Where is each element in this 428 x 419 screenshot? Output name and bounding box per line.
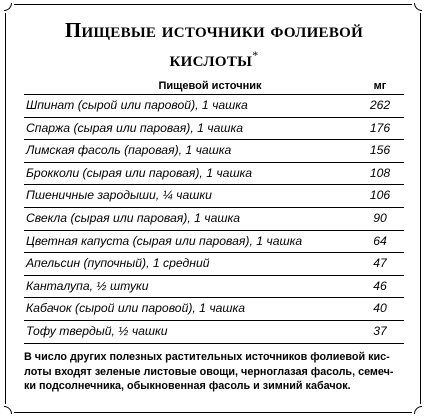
frame-corner-ornament [412,404,422,414]
folate-amount: 47 [373,256,387,271]
folate-amount: 37 [373,323,387,338]
folate-amount: 46 [373,278,387,293]
folate-amount: 262 [369,98,391,112]
folate-amount: 108 [369,165,391,180]
food-source-name: Спаржа (сырая или паровая), 1 чашка [26,120,244,135]
food-source-name: Шпинат (сырой или паровой), 1 чашка [26,98,248,112]
table-row [24,95,404,118]
header-source: Пищевой источник [158,80,262,92]
table-row [24,208,404,231]
table-row [24,253,404,276]
table-row [24,321,404,344]
page-title [0,18,428,72]
food-source-name: Апельсин (пупочный), 1 средний [26,256,210,271]
table-row [24,276,404,299]
table-row [24,163,404,186]
table-row [24,298,404,321]
folate-amount: 176 [369,120,391,135]
food-source-name: Лимская фасоль (паровая), 1 чашка [26,143,232,158]
title-footnote-marker: * [252,48,259,62]
title-line-2 [0,43,428,72]
footnote [24,350,408,394]
food-source-name: Цветная капуста (сырая или паровая), 1 чашка [26,233,303,248]
footnote-line: В число других полезных растительных источников фолиевой кис- [24,351,390,363]
folate-amount: 64 [373,233,387,248]
table-row [24,185,404,208]
food-source-name: Кабачок (сырой или паровой), 1 чашка [26,301,246,316]
folate-amount: 106 [369,188,391,203]
header-unit: мг [373,80,387,92]
food-source-name: Пшеничные зародыши, ¼ чашки [26,188,212,203]
folate-amount: 90 [373,210,387,225]
table-header [24,78,404,95]
title-line-2-text: кислоты [169,47,253,71]
folate-sources-table [24,78,404,344]
food-source-name: Брокколи (сырая или паровая), 1 чашка [26,165,253,180]
table-row [24,118,404,141]
title-line-1: Пищевые источники фолиевой [64,18,364,42]
footnote-line: лоты входят зеленые листовые овощи, черноглазая фасоль, семеч- [24,365,394,378]
table-body [24,95,404,344]
food-source-name: Свекла (сырая или паровая), 1 чашка [26,210,241,225]
frame-corner-ornament [4,404,14,414]
table-row [24,140,404,163]
frame-corner-ornament [412,3,422,13]
food-source-name: Тофу твердый, ½ чашки [26,323,168,338]
footnote-line: ки подсолнечника, обыкновенная фасоль и зимний кабачок. [24,380,351,392]
frame-corner-ornament [4,3,14,13]
folate-amount: 40 [373,301,387,316]
table-row [24,231,404,254]
folate-amount: 156 [369,143,391,158]
food-source-name: Канталупа, ½ штуки [26,278,149,293]
